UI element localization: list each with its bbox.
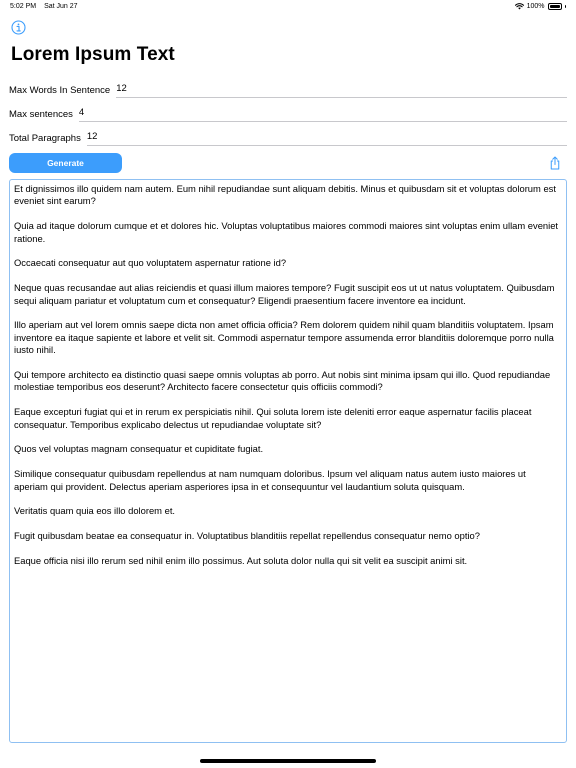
battery-percent: 100% [526, 3, 545, 10]
text-paragraph: Occaecati consequatur aut quo voluptatem aspernatur ratione id? [14, 257, 287, 269]
text-paragraph: Eaque excepturi fugiat qui et in rerum ex perspiciatis nihil. Qui soluta lorem iste deleniti error eaque aspernatur facilis placeat consequatur. Temporibus explicabo delectus ut repudiandae voluptate sit? [14, 406, 532, 430]
text-paragraph: Illo aperiam aut vel lorem omnis saepe dicta non amet officia officia? Rem dolorem quidem nihil quam blanditiis voluptatem. Ipsam inventore ea itaque sapiente et labore et velit sit. Commodi aspernatur tempore assumenda error blanditiis doloremque porro nulla iusto nihil. [14, 319, 554, 356]
generate-button[interactable]: Generate [9, 153, 122, 173]
max-words-label: Max Words In Sentence [9, 85, 111, 96]
lorem-text-output[interactable] [9, 179, 567, 743]
page-title: Lorem Ipsum Text [11, 44, 175, 65]
battery-tip [565, 5, 567, 8]
battery-icon [548, 3, 562, 10]
max-sentences-label: Max sentences [9, 109, 73, 120]
max-words-input[interactable] [116, 81, 567, 98]
text-paragraph: Eaque officia nisi illo rerum sed nihil enim illo possimus. Aut soluta dolor nulla qui sit velit ea suscipit animi sit. [14, 555, 468, 567]
status-time: 5:02 PM [10, 3, 37, 10]
text-paragraph: Quia ad itaque dolorum cumque et et dolores hic. Voluptas voluptatibus maiores commodi maiores sint voluptas enim ullam eveniet ratione. [14, 220, 559, 244]
text-paragraph: Veritatis quam quia eos illo dolorem et. [14, 505, 176, 517]
max-sentences-row [9, 106, 567, 122]
text-paragraph: Similique consequatur quibusdam repellendus at nam numquam doloribus. Ipsum vel aliquam natus autem iusto maiores ut aperiam qui provident. Delectus aperiam asperiores ipsa in et consequuntur vel laudantium soluta quisquam. [14, 468, 526, 492]
text-paragraph: Quos vel voluptas magnam consequatur et cupiditate fugiat. [14, 443, 264, 455]
status-left [10, 3, 78, 10]
share-icon[interactable] [549, 156, 561, 170]
text-paragraph: Qui tempore architecto ea distinctio quasi saepe omnis voluptas ab porro. Aut nobis sint minima ipsam qui illo. Quod repudiandae molestiae temporibus eos deserunt? Architecto facere consectetur quis officiis commodi? [14, 369, 551, 393]
home-indicator[interactable] [200, 759, 376, 763]
status-right [515, 3, 566, 10]
text-paragraph: Et dignissimos illo quidem nam autem. Eum nihil repudiandae sunt aliquam debitis. Minus et quibusdam sit et voluptas dolorum est eveniet sint earum? [14, 183, 556, 207]
max-sentences-input[interactable] [79, 105, 567, 122]
status-date: Sat Jun 27 [44, 3, 78, 10]
status-bar [0, 0, 576, 14]
text-paragraph: Neque quas recusandae aut alias reiciendis et quasi illum maiores tempore? Fugit suscipit eos ut ut natus voluptatem. Quibusdam sequi aliquam pariatur et voluptatum cum et consequatur? Eligendi praesentium facere inventore ea incidunt. [14, 282, 555, 306]
total-paragraphs-input[interactable] [87, 129, 567, 146]
battery-fill [550, 5, 560, 8]
wifi-icon [515, 3, 524, 10]
max-words-row [9, 82, 567, 98]
total-paragraphs-label: Total Paragraphs [9, 133, 81, 144]
info-circle-icon[interactable] [11, 20, 26, 35]
text-paragraph: Fugit quibusdam beatae ea consequatur in. Voluptatibus blanditiis repellat repellendus consequatur nemo optio? [14, 530, 480, 542]
total-paragraphs-row [9, 130, 567, 146]
